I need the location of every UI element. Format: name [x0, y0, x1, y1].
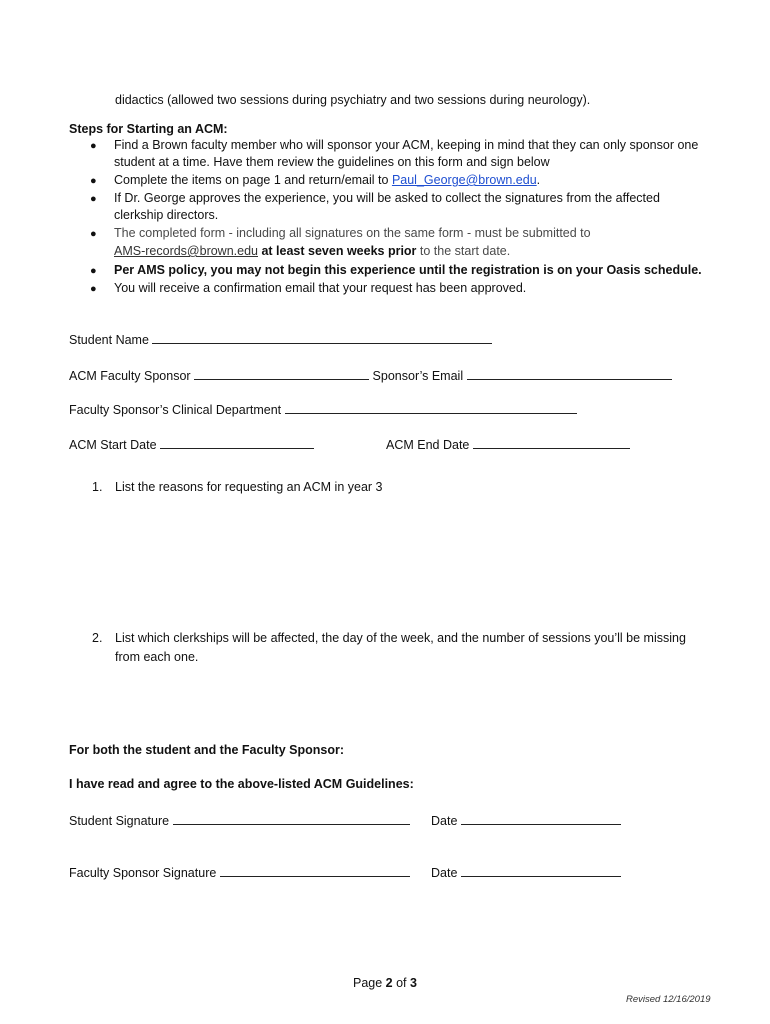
- bullet-icon: ●: [90, 265, 97, 277]
- date-2-field[interactable]: [461, 864, 621, 877]
- question-1-number: 1.: [92, 480, 103, 494]
- step-4-line-1: The completed form - including all signatures on the same form - must be submitted to: [114, 226, 591, 240]
- student-name-field[interactable]: [152, 331, 492, 344]
- sponsor-email-field[interactable]: [467, 367, 672, 380]
- end-date-label: ACM End Date: [386, 438, 470, 452]
- step-2: [114, 173, 540, 187]
- date-2-row: [431, 864, 621, 880]
- step-3-line-1: If Dr. George approves the experience, you will be asked to collect the signatures from the affected: [114, 191, 660, 205]
- steps-heading: Steps for Starting an ACM:: [69, 122, 228, 136]
- start-date-field[interactable]: [160, 436, 314, 449]
- start-date-label: ACM Start Date: [69, 438, 157, 452]
- bullet-icon: ●: [90, 228, 97, 240]
- question-2-line-2: from each one.: [115, 650, 199, 664]
- bullet-icon: ●: [90, 283, 97, 295]
- step-3-line-2: clerkship directors.: [114, 208, 219, 222]
- student-name-label: Student Name: [69, 333, 149, 347]
- ams-records-email-link[interactable]: AMS-records@brown.edu: [114, 244, 258, 258]
- student-signature-field[interactable]: [173, 812, 410, 825]
- step-4-line-2: [114, 244, 510, 258]
- acm-faculty-sponsor-field[interactable]: [194, 367, 369, 380]
- end-date-row: [386, 436, 630, 452]
- date-1-label: Date: [431, 814, 458, 828]
- end-date-field[interactable]: [473, 436, 630, 449]
- signature-heading-2: I have read and agree to the above-listed ACM Guidelines:: [69, 777, 414, 791]
- page-total: 3: [410, 976, 417, 990]
- start-date-row: [69, 436, 314, 452]
- student-name-row: [69, 331, 492, 347]
- acm-faculty-sponsor-label: ACM Faculty Sponsor: [69, 369, 191, 383]
- step-6: You will receive a confirmation email that your request has been approved.: [114, 281, 527, 295]
- step-4-bold: at least seven weeks prior: [258, 244, 417, 258]
- page-prefix: Page: [353, 976, 386, 990]
- step-4-end: to the start date.: [416, 244, 511, 258]
- question-2-answer-area[interactable]: [115, 670, 695, 730]
- question-1-answer-area[interactable]: [115, 500, 695, 620]
- date-1-row: [431, 812, 621, 828]
- faculty-signature-label: Faculty Sponsor Signature: [69, 866, 217, 880]
- question-2-line-1: List which clerkships will be affected, the day of the week, and the number of sessions you’ll be missing: [115, 631, 686, 645]
- revised-date: Revised 12/16/2019: [626, 994, 711, 1005]
- date-2-label: Date: [431, 866, 458, 880]
- department-row: [69, 401, 577, 417]
- step-2-end: .: [536, 173, 541, 187]
- step-5: Per AMS policy, you may not begin this experience until the registration is on your Oasis schedule.: [114, 263, 702, 277]
- student-signature-label: Student Signature: [69, 814, 170, 828]
- page-current: 2: [385, 976, 393, 990]
- clinical-department-field[interactable]: [285, 401, 577, 414]
- question-1-text: List the reasons for requesting an ACM in year 3: [115, 480, 383, 494]
- paul-george-email-link[interactable]: Paul_George@brown.edu: [391, 173, 537, 187]
- bullet-icon: ●: [90, 193, 97, 205]
- student-signature-row: [69, 812, 410, 828]
- clinical-department-label: Faculty Sponsor’s Clinical Department: [69, 403, 282, 417]
- page-of: of: [392, 976, 410, 990]
- faculty-signature-field[interactable]: [220, 864, 410, 877]
- sponsor-row: [69, 367, 672, 383]
- step-1-line-2: student at a time. Have them review the guidelines on this form and sign below: [114, 155, 550, 169]
- faculty-signature-row: [69, 864, 410, 880]
- date-1-field[interactable]: [461, 812, 621, 825]
- signature-heading-1: For both the student and the Faculty Sponsor:: [69, 743, 344, 757]
- step-1-line-1: Find a Brown faculty member who will sponsor your ACM, keeping in mind that they can only sponsor one: [114, 138, 699, 152]
- question-2-number: 2.: [92, 631, 103, 645]
- bullet-icon: ●: [90, 140, 97, 152]
- step-2-text: Complete the items on page 1 and return/email to: [114, 173, 392, 187]
- sponsor-email-label: Sponsor’s Email: [372, 369, 464, 383]
- intro-line: didactics (allowed two sessions during psychiatry and two sessions during neurology).: [115, 93, 591, 107]
- page-number: [353, 976, 417, 990]
- bullet-icon: ●: [90, 175, 97, 187]
